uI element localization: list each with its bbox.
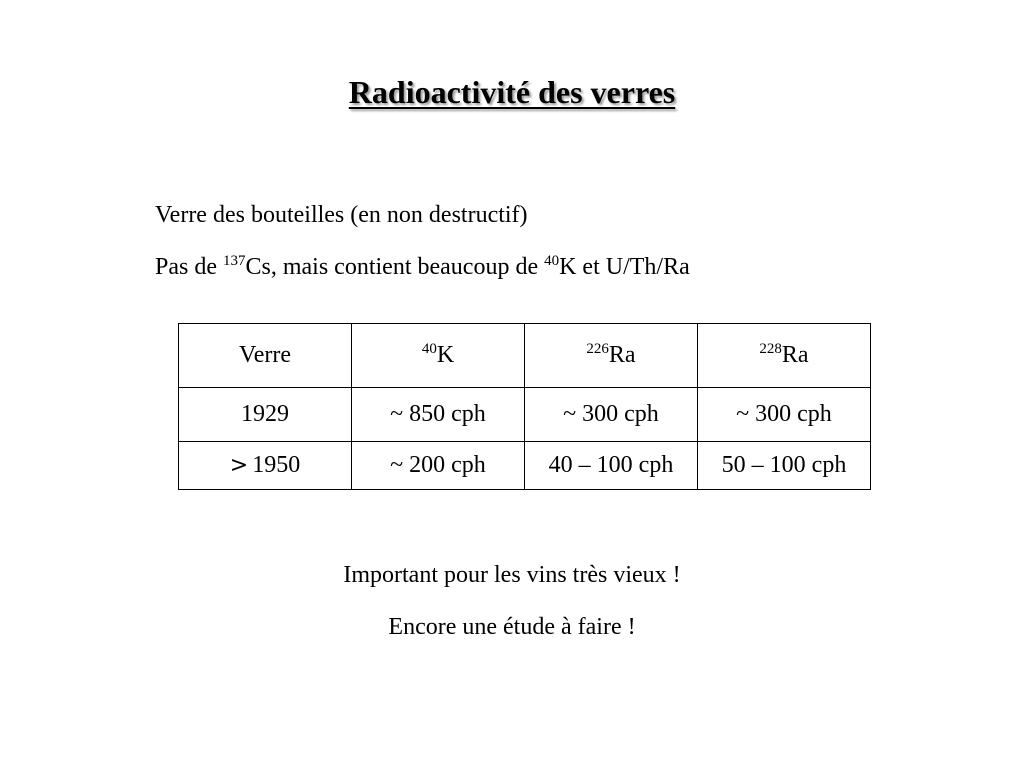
header-ra226 [525, 324, 698, 388]
note-old-wines: Important pour les vins très vieux ! [343, 562, 681, 588]
cell-ra228: 50 – 100 cph [698, 442, 871, 490]
ra228-mass: 228 [759, 341, 782, 357]
k40-mass: 40 [421, 341, 437, 357]
cell-verre-year: 1950 [252, 452, 301, 478]
cs-symbol-text: Cs, mais contient beaucoup de [245, 254, 545, 280]
intro-prefix: Pas de [155, 254, 223, 280]
cell-verre: 1929 [179, 388, 352, 442]
ra226-mass: 226 [586, 341, 609, 357]
k-mass-number: 40 [544, 253, 560, 269]
cell-verre [179, 442, 352, 490]
cs-mass-number: 137 [223, 253, 246, 269]
cell-k40: ~ 850 cph [352, 388, 525, 442]
ra228-symbol: Ra [781, 342, 809, 368]
intro-line-isotopes [155, 254, 690, 281]
note-study-todo: Encore une étude à faire ! [388, 614, 636, 640]
k40-symbol: K [436, 342, 455, 368]
ra226-symbol: Ra [608, 342, 636, 368]
intro-line-bottles: Verre des bouteilles (en non destructif) [155, 202, 528, 228]
intro-suffix: K et U/Th/Ra [559, 254, 690, 280]
cell-k40: ~ 200 cph [352, 442, 525, 490]
cell-ra226: 40 – 100 cph [525, 442, 698, 490]
header-ra228 [698, 324, 871, 388]
radioactivity-table [178, 323, 871, 490]
cell-ra226: ~ 300 cph [525, 388, 698, 442]
header-verre: Verre [179, 324, 352, 388]
cell-ra228: ~ 300 cph [698, 388, 871, 442]
table-row [179, 442, 871, 490]
header-k40 [352, 324, 525, 388]
greater-than-sign: > [229, 453, 249, 478]
table-header-row [179, 324, 871, 388]
table-row [179, 388, 871, 442]
slide-title: Radioactivité des verres [348, 74, 676, 110]
